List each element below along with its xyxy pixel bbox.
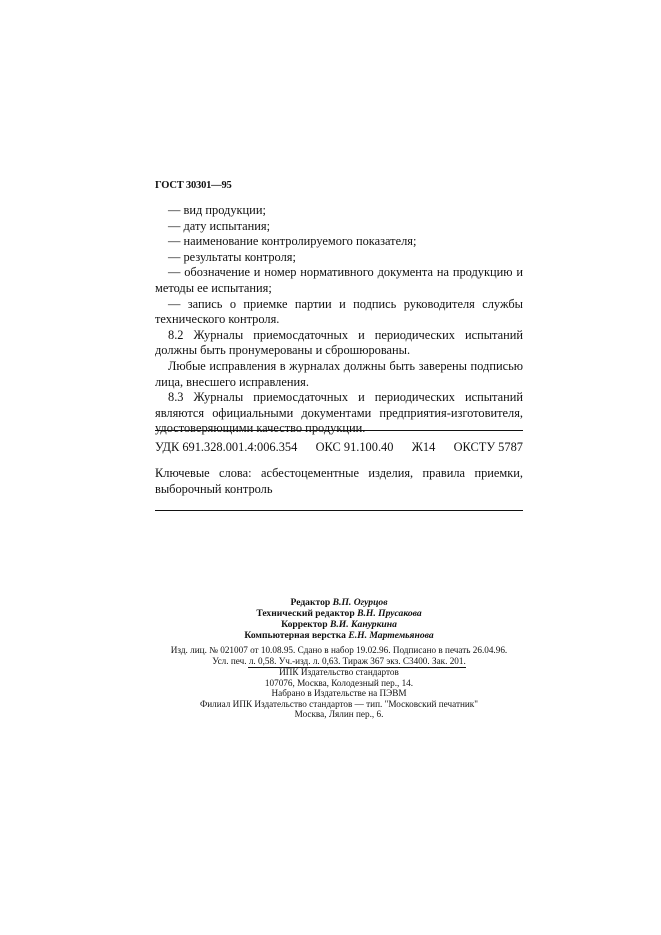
paragraph-8-2: 8.2 Журналы приемосдаточных и периодических испытаний должны быть пронумерованы и сброшюрованы. <box>155 327 523 358</box>
publisher-block <box>155 667 523 720</box>
imprint-line-2: Усл. печ. л. 0,58. Уч.-изд. л. 0,63. Тираж 367 экз. С3400. Зак. 201. <box>212 655 466 666</box>
typeset-note: Набрано в Издательстве на ПЭВМ <box>271 688 407 699</box>
udk-code: УДК 691.328.001.4:006.354 <box>155 440 298 454</box>
standard-code-header: ГОСТ 30301—95 <box>155 180 232 191</box>
paragraph-corrections: Любые исправления в журналах должны быть заверены подписью лица, внесшего исправления. <box>155 358 523 389</box>
oks-code: ОКС 91.100.40 <box>315 440 394 454</box>
classification-codes <box>155 440 523 455</box>
body-text <box>155 203 523 437</box>
list-item: — результаты контроля; <box>168 249 296 264</box>
imprint-details <box>155 645 523 666</box>
divider-top <box>155 430 523 431</box>
corrector-name: В.И. Кануркина <box>329 619 397 630</box>
imprint-line-1: Изд. лиц. № 021007 от 10.08.95. Сдано в набор 19.02.96. Подписано в печать 26.04.96. <box>170 645 508 655</box>
credit-corrector: Корректор В.И. Кануркина <box>281 619 397 630</box>
credit-editor: Редактор В.П. Огурцов <box>290 597 388 608</box>
publisher-address: 107076, Москва, Колодезный пер., 14. <box>264 677 414 688</box>
divider-bottom <box>155 510 523 511</box>
keywords: Ключевые слова: асбестоцементные изделия, правила приемки, выборочный контроль <box>155 466 523 496</box>
okstu-code: ОКСТУ 5787 <box>453 440 523 454</box>
list-item: — запись о приемке партии и подпись руководителя службы технического контроля. <box>155 296 523 327</box>
list-item: — наименование контролируемого показателя; <box>168 234 417 249</box>
list-item: — обозначение и номер нормативного документа на продукцию и методы ее испытания; <box>155 265 523 295</box>
credit-layout: Компьютерная верстка Е.Н. Мартемьянова <box>244 630 434 641</box>
editor-name: В.П. Огурцов <box>332 597 388 608</box>
list-item: — вид продукции; <box>168 203 266 217</box>
branch-name: Филиал ИПК Издательство стандартов — тип. "Московский печатник" <box>199 698 479 709</box>
publisher-name: ИПК Издательство стандартов <box>279 667 399 677</box>
paragraph-8-3: 8.3 Журналы приемосдаточных и периодических испытаний являются официальными документами предприятия-изготовителя, удостоверяющими качество продукции. <box>155 390 523 436</box>
branch-address: Москва, Лялин пер., 6. <box>294 709 384 720</box>
tech-editor-name: В.Н. Прусакова <box>357 608 422 619</box>
layout-name: Е.Н. Мартемьянова <box>348 630 434 641</box>
group-code: Ж14 <box>411 440 436 454</box>
credits-block <box>155 597 523 641</box>
list-item: — дату испытания; <box>168 218 271 233</box>
credit-tech-editor: Технический редактор В.Н. Прусакова <box>256 608 422 619</box>
